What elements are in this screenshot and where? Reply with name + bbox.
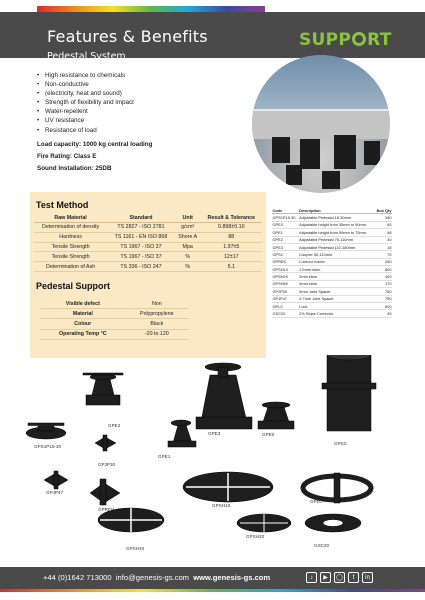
page-footer [0, 567, 425, 589]
table-cell: GSC20 [272, 310, 299, 317]
test-method-title: Test Method [36, 200, 89, 210]
column-header: Box Qty [374, 207, 392, 214]
column-header: Code [272, 207, 299, 214]
label-gpsh20: GPSH20 [246, 534, 265, 539]
label-gpjp47: GPJP47 [46, 490, 64, 495]
gpjp30-spacer [95, 435, 116, 451]
table-row [272, 214, 392, 221]
table-row: Tensile Strength TS 1967 - ISO 37 % 12±17 [34, 252, 262, 262]
table-cell: 3mm shim [299, 280, 375, 287]
table-cell: GPE1 [272, 229, 299, 236]
table-cell: GPSH60 [272, 280, 299, 287]
table-row: Determination of density TS 2827 - ISO 2781 g/cm³ 0.898±0.10 [34, 223, 262, 233]
phone-number[interactable]: +44 (0)1642 713000 [43, 573, 112, 582]
table-row [272, 221, 392, 228]
gpe3-pedestal [196, 363, 252, 429]
table-cell: Contour holder [299, 258, 375, 265]
table-row [272, 310, 392, 317]
table-cell: GPSH20 [272, 273, 299, 280]
gpreh-holder [90, 479, 120, 505]
gpsh10-shim [183, 472, 273, 502]
feature-list [37, 71, 134, 135]
table-row [272, 266, 392, 273]
table-cell: 600 [374, 266, 392, 273]
table-cell: GPE2 [272, 236, 299, 243]
label-gpe3: GPE3 [208, 431, 221, 436]
table-cell: GPE0 [272, 221, 299, 228]
table-row [272, 236, 392, 243]
table-cell: 1.5mm shim [299, 266, 375, 273]
gpe0-pedestal [258, 402, 294, 429]
gpe2-pedestal [83, 373, 123, 405]
gpsh20-shim [237, 514, 291, 532]
rooftop-photo [252, 55, 390, 193]
column-header: Unit [175, 213, 201, 223]
test-method-table [34, 213, 262, 272]
table-cell: 18 [374, 243, 392, 250]
table-row: Hardness TS 1161 - EN ISO 868 Shore A 88 [34, 232, 262, 242]
column-header: Standard [107, 213, 175, 223]
table-cell: Coupler 50-110mm [299, 251, 375, 258]
table-cell: Adjustable height from 35mm to 50mm [299, 221, 375, 228]
label-gpsh10: GPSH10 [212, 503, 231, 508]
page-header [0, 12, 425, 62]
table-row: Operating Temp °C -20 to 120 [40, 329, 188, 339]
list-item: • High resistance to chemicals [37, 71, 134, 80]
product-illustrations [0, 355, 425, 565]
pedestal-support-title: Pedestal Support [36, 281, 111, 291]
table-cell: GPE3 [272, 243, 299, 250]
table-cell: GPSH10 [272, 266, 299, 273]
table-cell: 750 [374, 288, 392, 295]
list-item: • (electricity, heat and sound) [37, 89, 134, 98]
list-item: • Water-repellent [37, 107, 134, 116]
email-link[interactable]: info@genesis-gs.com [115, 573, 189, 582]
label-gpsh30: GPSH30 [126, 546, 145, 551]
table-row: Tensile Strength TS 1967 - ISO 37 Mpa 1.97±5 [34, 242, 262, 252]
spec-stats [37, 139, 152, 175]
table-cell: 600 [374, 302, 392, 309]
table-row: Material Polypropylene [40, 309, 188, 319]
gpjp47-spacer [44, 471, 68, 489]
gsc20-corrector [305, 514, 361, 532]
gpsc-coupler [322, 355, 376, 431]
table-cell: 750 [374, 295, 392, 302]
table-cell: GPLC [272, 302, 299, 309]
list-item: • UV resistance [37, 116, 134, 125]
label-gpe1: GPE1 [158, 454, 171, 459]
table-row [272, 302, 392, 309]
table-row [272, 295, 392, 302]
label-gpsc: GPSC [334, 441, 348, 446]
column-header: Result & Tolerance [201, 213, 262, 223]
table-row [272, 251, 392, 258]
table-cell: Adjustable Pedestal 75-110mm [299, 236, 375, 243]
table-row [272, 229, 392, 236]
instagram-icon[interactable]: ◯ [334, 572, 345, 583]
label-gpe0: GPE0 [262, 432, 275, 437]
table-cell: 75 [374, 251, 392, 258]
column-header: Raw Material [34, 213, 107, 223]
table-row [272, 243, 392, 250]
table-cell: 48 [374, 229, 392, 236]
label-gpe2: GPE2 [108, 423, 121, 428]
pedestal-support-table [40, 299, 188, 340]
facebook-icon[interactable]: f [348, 572, 359, 583]
footer-rainbow-strip [0, 589, 425, 592]
contact-line [43, 573, 270, 582]
table-cell: 2mm shim [299, 273, 375, 280]
fire-rating: Fire Rating: Class E [37, 153, 97, 160]
list-item: • Resistance of load [37, 126, 134, 135]
tiktok-icon[interactable]: ♪ [306, 572, 317, 583]
column-header: Description [299, 207, 375, 214]
table-row [272, 273, 392, 280]
table-cell: 45 [374, 310, 392, 317]
label-gpreh: GPREH [98, 507, 115, 512]
gps1p-pedestal [26, 423, 66, 439]
table-row: Colour Black [40, 319, 188, 329]
list-item: • Non-conductive [37, 80, 134, 89]
table-cell: GPJP47 [272, 295, 299, 302]
table-cell: 65 [374, 221, 392, 228]
label-gplc: GPLC [310, 499, 323, 504]
product-code-table [272, 207, 392, 318]
page-title: Features & Benefits [47, 27, 208, 46]
table-row [272, 258, 392, 265]
linkedin-icon[interactable]: in [362, 572, 373, 583]
table-cell: GPREK [272, 258, 299, 265]
table-cell: 2% Slope Corrector [299, 310, 375, 317]
table-cell: Adjustable Pedestal 15-30mm [299, 214, 375, 221]
table-cell: 30 [374, 236, 392, 243]
table-row [272, 280, 392, 287]
table-cell: Adjustable Pedestal 110-180mm [299, 243, 375, 250]
label-gpjp30: GPJP30 [98, 462, 116, 467]
youtube-icon[interactable]: ▶ [320, 572, 331, 583]
sound-installation: Sound Installation: 25DB [37, 165, 112, 172]
table-cell: GPSC [272, 251, 299, 258]
table-cell: Adjustable height from 50mm to 75mm [299, 229, 375, 236]
table-cell: 250 [374, 258, 392, 265]
table-cell: Lock [299, 302, 375, 309]
label-gsc20: GSC20 [314, 543, 330, 548]
table-cell: 400 [374, 273, 392, 280]
gpe1-pedestal [168, 420, 196, 447]
table-cell: 170 [374, 280, 392, 287]
list-item: • Strength of flexibility and impact [37, 98, 134, 107]
support-logo: SUPP RT [299, 30, 392, 50]
label-gps1p: GPS1P15-30 [34, 444, 62, 449]
table-cell: 3mm Joint Spacer [299, 288, 375, 295]
page-subtitle: Pedestal System [47, 51, 126, 62]
table-row: Determination of Ash TS 336 - ISO 247 % 5.1 [34, 262, 262, 272]
table-row: Visible defect Non [40, 299, 188, 309]
load-capacity: Load capacity: 1000 kg central loading [37, 141, 153, 148]
table-row [272, 288, 392, 295]
website-link[interactable]: www.genesis-gs.com [193, 573, 271, 582]
table-cell: 150 [374, 214, 392, 221]
table-cell: 4.7mm Joint Spacer [299, 295, 375, 302]
table-cell: GPJP30 [272, 288, 299, 295]
table-cell: GPS1P15-30 [272, 214, 299, 221]
